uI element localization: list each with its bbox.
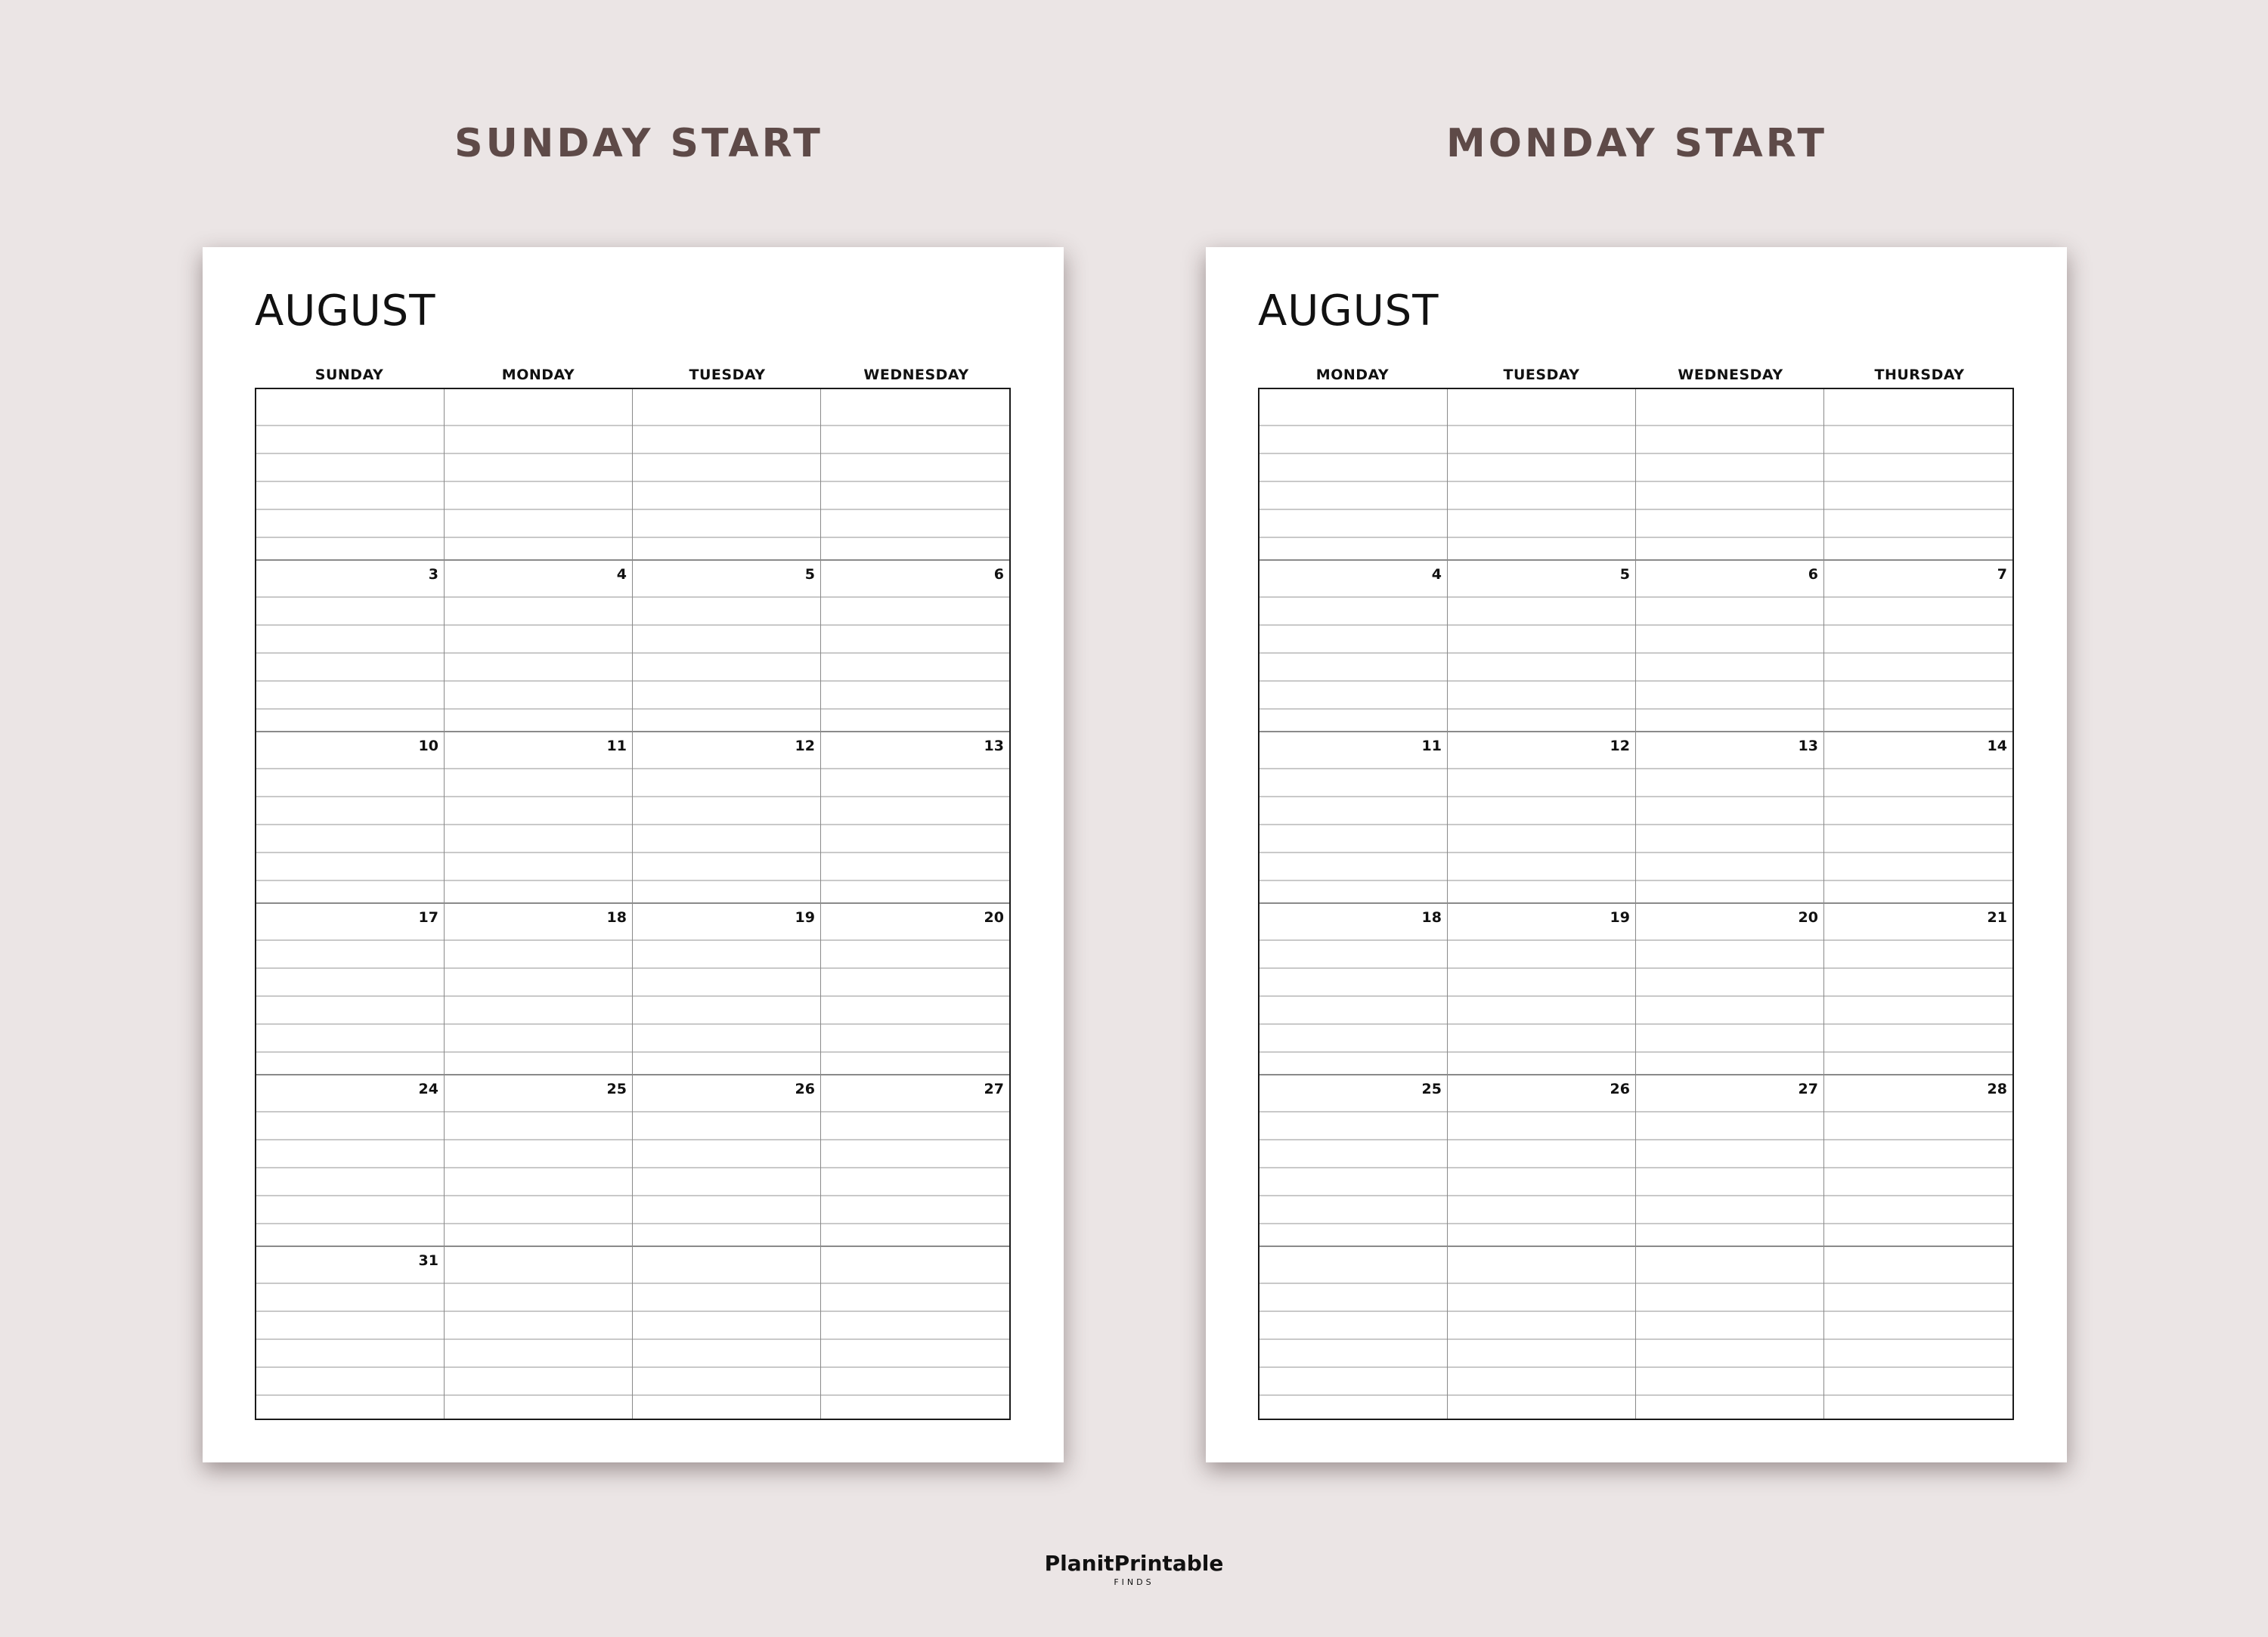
day-number: 13 (1798, 738, 1818, 754)
day-number: 10 (418, 738, 438, 754)
day-cell (445, 389, 633, 561)
sunday-start-page (203, 247, 1064, 1462)
day-cell (1448, 389, 1636, 561)
day-cell (821, 561, 1009, 732)
day-cell (821, 389, 1009, 561)
calendar-grid (1258, 388, 2014, 1420)
day-cell (633, 904, 821, 1075)
day-cell (1259, 1075, 1448, 1247)
day-cell (1448, 561, 1636, 732)
day-cell (256, 1247, 445, 1419)
day-cell (445, 1247, 633, 1419)
day-number: 13 (984, 738, 1004, 754)
brand-subtitle: FINDS (1114, 1577, 1154, 1587)
day-cell (821, 904, 1009, 1075)
day-cell (1636, 732, 1824, 904)
day-cell (1448, 1075, 1636, 1247)
day-number: 31 (418, 1252, 438, 1269)
day-number: 28 (1987, 1081, 2007, 1097)
day-cell (1824, 732, 2012, 904)
weekday-label: MONDAY (501, 367, 575, 383)
day-cell (1448, 732, 1636, 904)
day-number: 24 (418, 1081, 438, 1097)
day-number: 6 (993, 566, 1004, 583)
day-number: 12 (795, 738, 815, 754)
weekday-label: WEDNESDAY (1678, 367, 1783, 383)
day-cell (633, 389, 821, 561)
day-cell (1824, 1247, 2012, 1419)
day-number: 14 (1987, 738, 2007, 754)
day-number: 27 (984, 1081, 1004, 1097)
day-number: 4 (616, 566, 627, 583)
day-cell (1259, 904, 1448, 1075)
day-number: 3 (428, 566, 438, 583)
day-cell (1824, 1075, 2012, 1247)
day-cell (1824, 561, 2012, 732)
day-cell (256, 561, 445, 732)
day-cell (821, 732, 1009, 904)
day-cell (1259, 1247, 1448, 1419)
day-cell (445, 561, 633, 732)
day-number: 19 (1610, 909, 1630, 926)
day-number: 26 (795, 1081, 815, 1097)
day-cell (1824, 389, 2012, 561)
day-number: 20 (984, 909, 1004, 926)
day-cell (445, 732, 633, 904)
weekday-label: TUESDAY (1503, 367, 1580, 383)
day-number: 25 (1421, 1081, 1442, 1097)
brand-name: PlanitPrintable (1044, 1551, 1224, 1576)
day-number: 21 (1987, 909, 2007, 926)
day-number: 4 (1431, 566, 1442, 583)
day-number: 5 (1619, 566, 1630, 583)
day-cell (1636, 1075, 1824, 1247)
day-number: 5 (804, 566, 815, 583)
day-cell (1259, 561, 1448, 732)
day-number: 12 (1610, 738, 1630, 754)
day-cell (445, 1075, 633, 1247)
day-number: 7 (1997, 566, 2007, 583)
day-cell (445, 904, 633, 1075)
day-cell (1448, 904, 1636, 1075)
day-cell (1636, 389, 1824, 561)
day-number: 19 (795, 909, 815, 926)
weekday-label: THURSDAY (1874, 367, 1965, 383)
day-cell (633, 561, 821, 732)
day-cell (1636, 1247, 1824, 1419)
day-number: 17 (418, 909, 438, 926)
day-number: 27 (1798, 1081, 1818, 1097)
day-cell (821, 1247, 1009, 1419)
weekday-header (255, 367, 1011, 385)
month-title: AUGUST (1258, 286, 1439, 336)
monday-start-page (1206, 247, 2067, 1462)
weekday-label: SUNDAY (314, 367, 384, 383)
day-cell (821, 1075, 1009, 1247)
day-number: 25 (606, 1081, 627, 1097)
day-cell (256, 1075, 445, 1247)
calendar-grid (255, 388, 1011, 1420)
day-number: 18 (606, 909, 627, 926)
weekday-header (1258, 367, 2014, 385)
day-cell (633, 732, 821, 904)
day-number: 6 (1808, 566, 1818, 583)
day-cell (1448, 1247, 1636, 1419)
weekday-label: MONDAY (1315, 367, 1390, 383)
day-cell (1636, 561, 1824, 732)
day-cell (1259, 389, 1448, 561)
day-cell (1259, 732, 1448, 904)
day-number: 20 (1798, 909, 1818, 926)
day-cell (1824, 904, 2012, 1075)
monday-start-title: MONDAY START (1446, 121, 1827, 166)
weekday-label: WEDNESDAY (863, 367, 969, 383)
brand-logo (983, 1551, 1285, 1587)
month-title: AUGUST (255, 286, 436, 336)
day-cell (256, 904, 445, 1075)
day-cell (633, 1247, 821, 1419)
day-number: 11 (1421, 738, 1442, 754)
day-number: 26 (1610, 1081, 1630, 1097)
day-cell (1636, 904, 1824, 1075)
weekday-label: TUESDAY (689, 367, 766, 383)
day-number: 11 (606, 738, 627, 754)
day-cell (256, 389, 445, 561)
day-cell (256, 732, 445, 904)
sunday-start-title: SUNDAY START (454, 121, 823, 166)
day-cell (633, 1075, 821, 1247)
day-number: 18 (1421, 909, 1442, 926)
